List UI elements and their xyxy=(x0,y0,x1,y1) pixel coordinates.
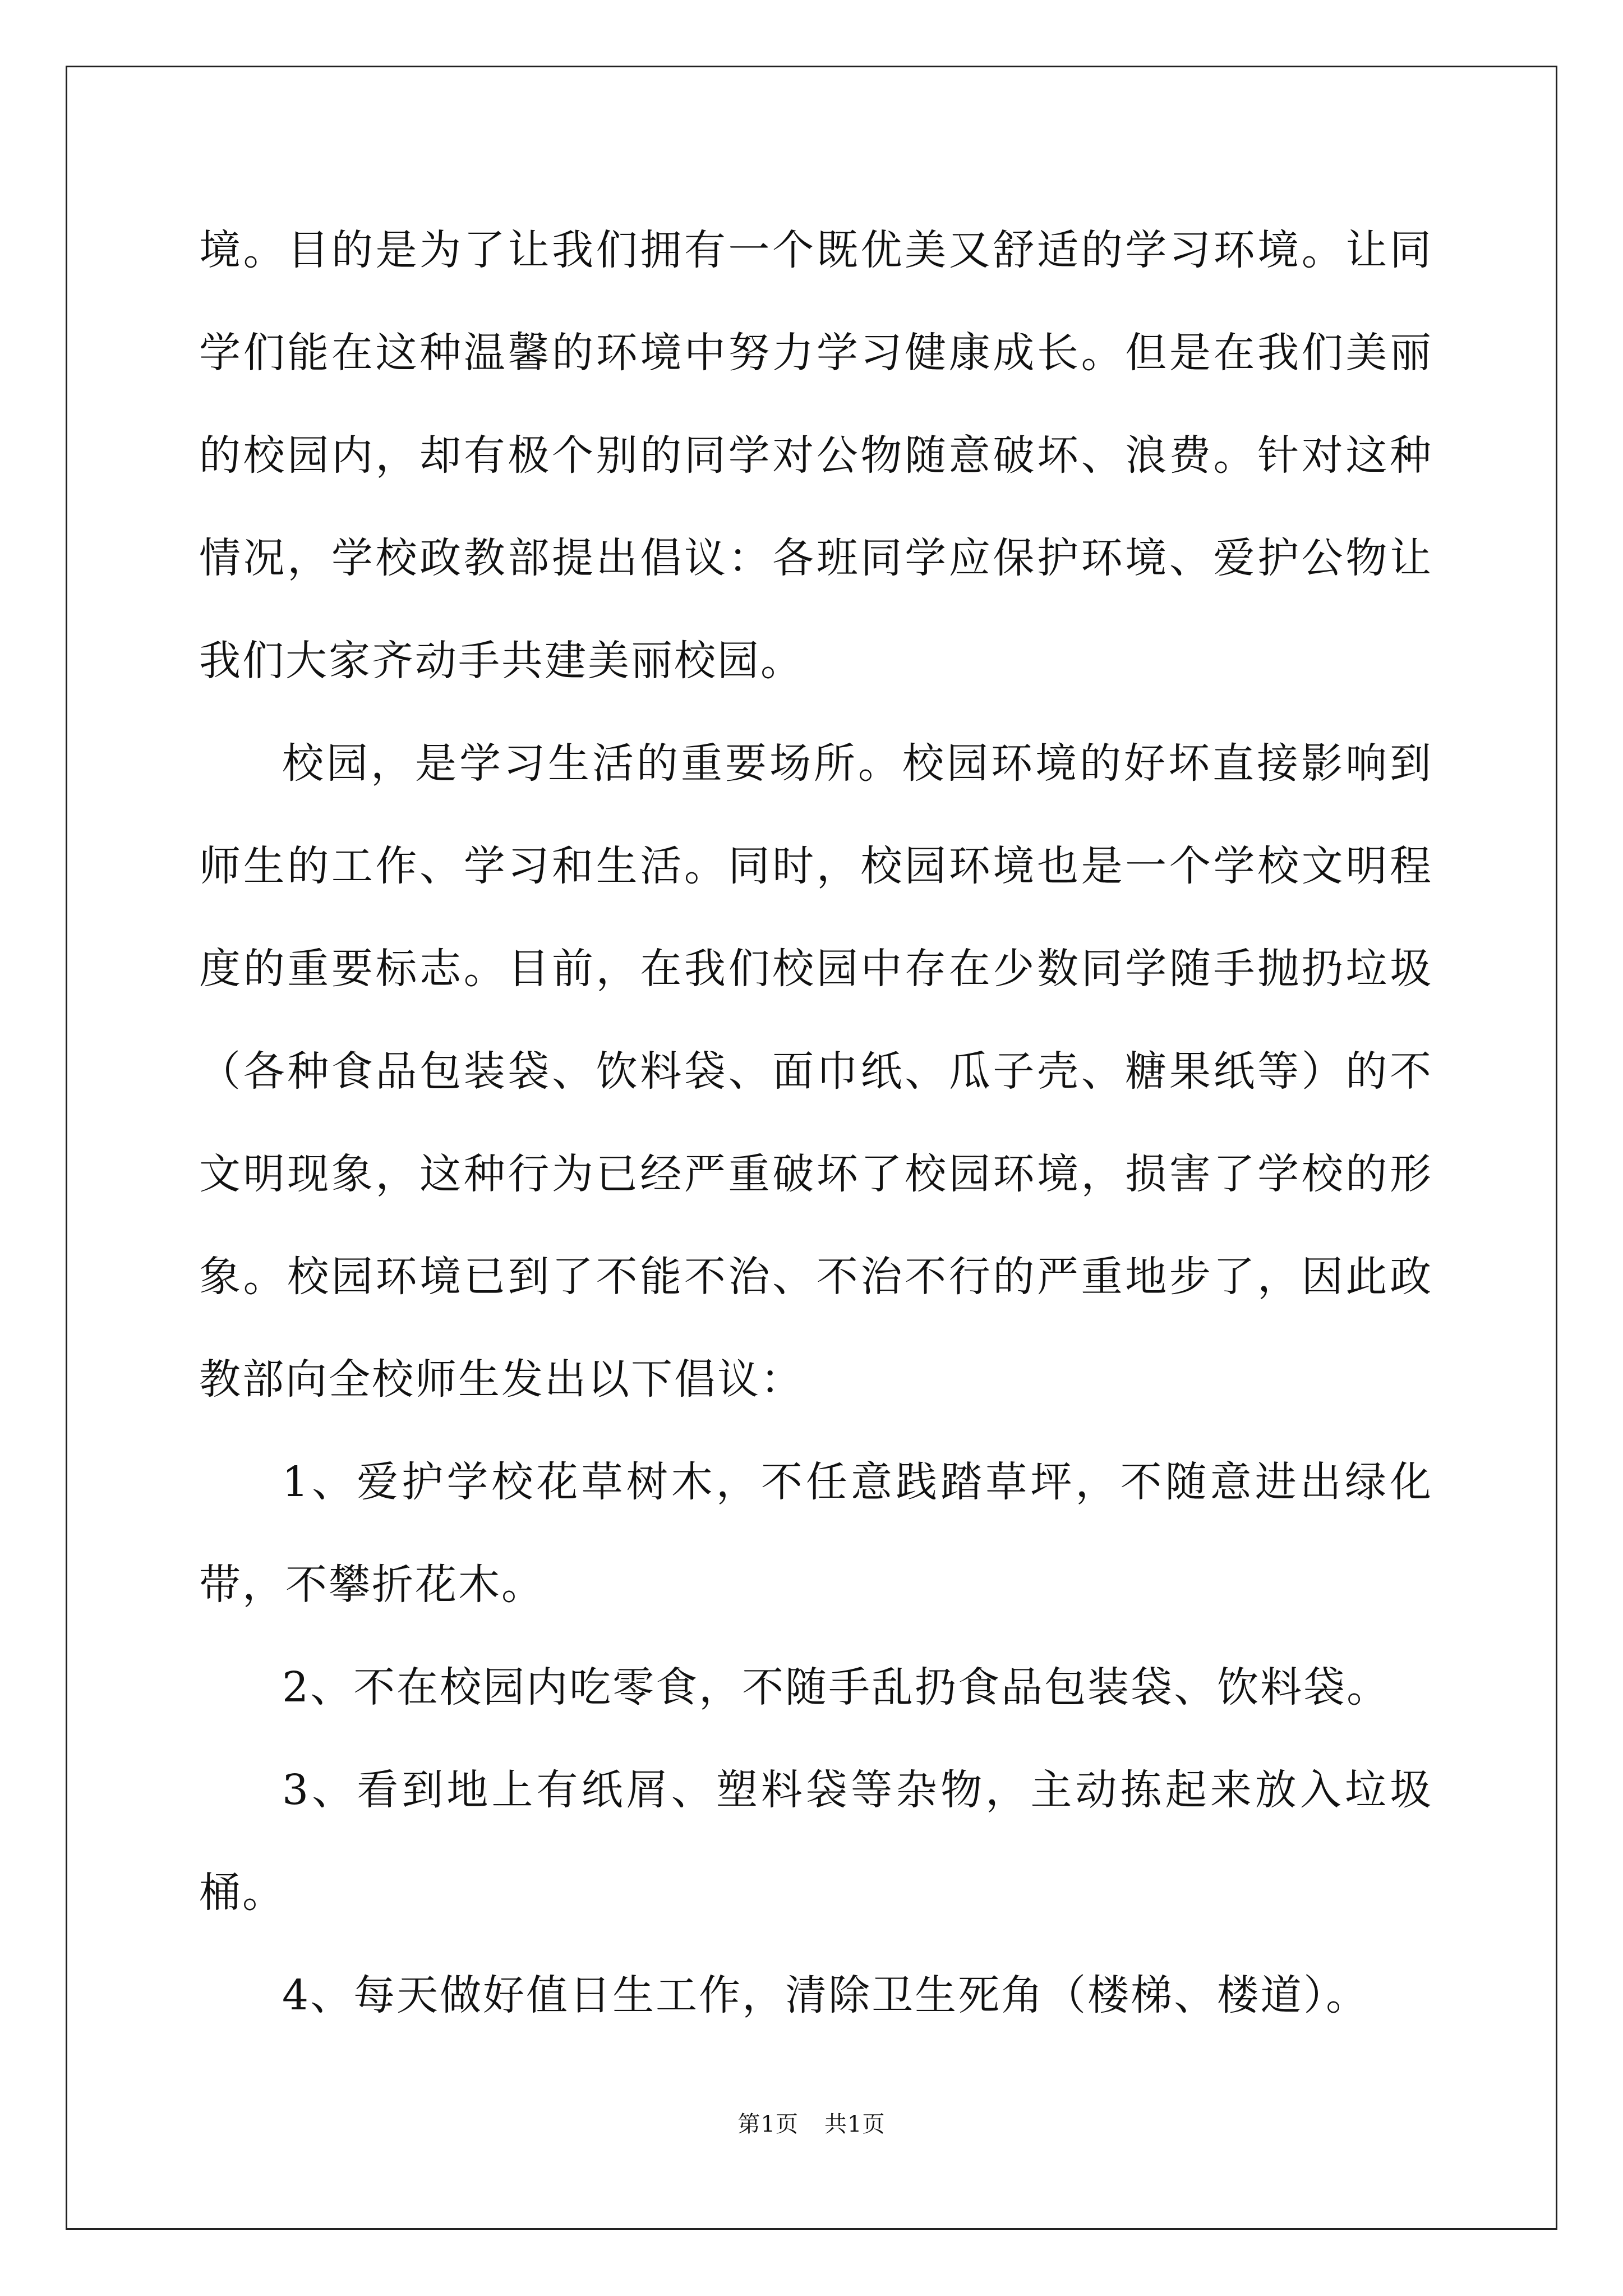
proposal-item-2: 2、不在校园内吃零食，不随手乱扔食品包装袋、饮料袋。 xyxy=(282,1663,1390,1711)
page-total: 共1页 xyxy=(824,2111,886,2137)
paragraph-campus-environment: 校园，是学习生活的重要场所。校园环境的好坏直接影响到师生的工作、学习和生活。同时，校园环境也是一个学校文明程度的重要标志。目前，在我们校园中存在少数同学随手抛扔垃圾（各种食品包装袋、饮料袋、面巾纸、瓜子壳、糖果纸等）的不文明现象，这种行为已经严重破坏了校园环境，损害了学校的形象。校园环境已到了不能不治、不治不行的严重地步了，因此政教部向全校师生发出以下倡议： xyxy=(199,739,1433,1404)
page-footer xyxy=(0,2110,1623,2138)
document-body xyxy=(199,199,1433,2047)
proposal-item-3: 3、看到地上有纸屑、塑料袋等杂物，主动拣起来放入垃圾桶。 xyxy=(199,1766,1433,1917)
page-number: 第1页 xyxy=(737,2111,799,2137)
proposal-item-1: 1、爱护学校花草树木，不任意践踏草坪，不随意进出绿化带，不攀折花木。 xyxy=(199,1458,1433,1609)
proposal-item-4: 4、每天做好值日生工作，清除卫生死角（楼梯、楼道）。 xyxy=(282,1971,1370,2019)
paragraph-continued: 境。目的是为了让我们拥有一个既优美又舒适的学习环境。让同学们能在这种温馨的环境中努力学习健康成长。但是在我们美丽的校园内，却有极个别的同学对公物随意破坏、浪费。针对这种情况，学校政教部提出倡议：各班同学应保护环境、爱护公物让我们大家齐动手共建美丽校园。 xyxy=(199,226,1433,685)
